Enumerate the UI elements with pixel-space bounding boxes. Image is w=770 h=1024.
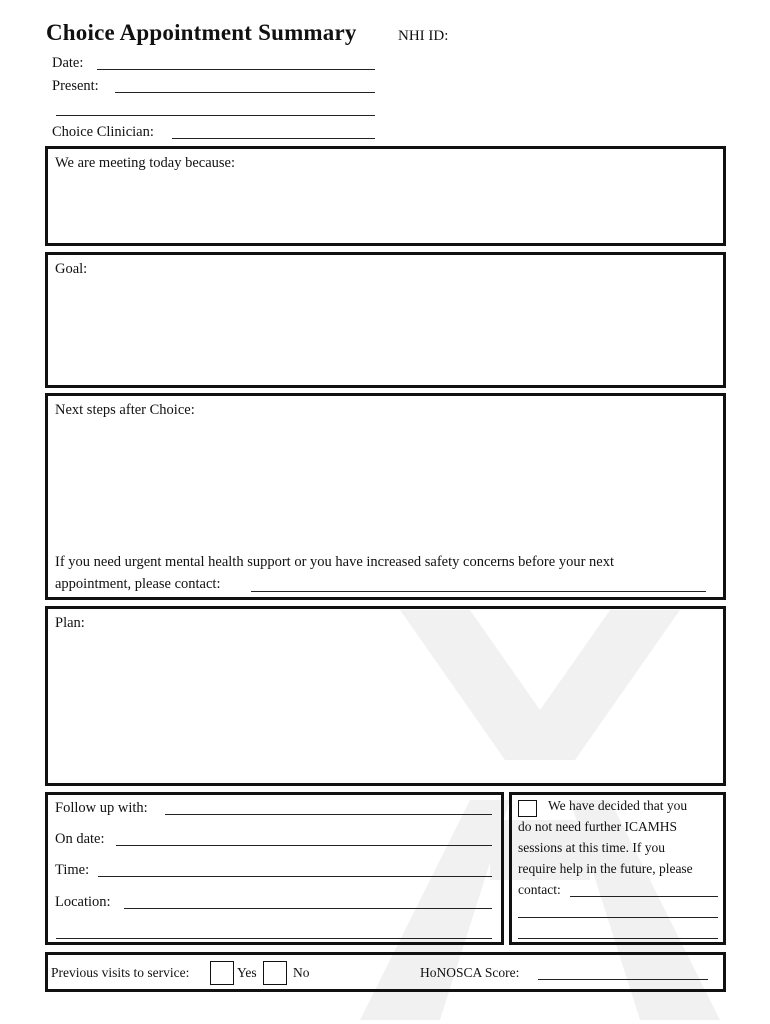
previous-visits-label: Previous visits to service: (51, 965, 190, 980)
honosca-field[interactable] (538, 979, 708, 980)
urgent-text-line1: If you need urgent mental health support or you have increased safety concerns before your next (55, 554, 614, 570)
decision-contact-field-line2[interactable] (518, 917, 718, 918)
no-checkbox[interactable] (263, 961, 287, 985)
clinician-field[interactable] (172, 138, 375, 139)
present-field[interactable] (115, 92, 375, 93)
decision-text-line2: do not need further ICAMHS (518, 819, 677, 834)
on-date-field[interactable] (116, 845, 492, 846)
plan-label: Plan: (55, 615, 85, 631)
honosca-label: HoNOSCA Score: (420, 965, 520, 980)
clinician-label: Choice Clinician: (52, 124, 154, 140)
decision-contact-field-line3[interactable] (518, 938, 718, 939)
on-date-label: On date: (55, 831, 105, 847)
decision-text-line4: require help in the future, please (518, 861, 693, 876)
yes-label: Yes (237, 965, 257, 980)
follow-up-field[interactable] (165, 814, 492, 815)
no-label: No (293, 965, 310, 980)
page-title: Choice Appointment Summary (46, 20, 357, 45)
follow-up-label: Follow up with: (55, 800, 148, 816)
location-field[interactable] (124, 908, 492, 909)
goal-box[interactable] (45, 252, 726, 388)
goal-label: Goal: (55, 261, 88, 277)
nhi-id-label: NHI ID: (398, 28, 449, 44)
reason-box[interactable] (45, 146, 726, 246)
footer-box (45, 952, 726, 992)
decision-text-line1: We have decided that you (548, 798, 688, 813)
yes-checkbox[interactable] (210, 961, 234, 985)
time-field[interactable] (98, 876, 492, 877)
time-label: Time: (55, 862, 90, 878)
location-field-line2[interactable] (56, 938, 492, 939)
decision-checkbox[interactable] (518, 800, 537, 817)
present-field-line2[interactable] (56, 115, 375, 116)
urgent-contact-field[interactable] (251, 591, 706, 592)
decision-text-line3: sessions at this time. If you (518, 840, 665, 855)
decision-box (509, 792, 726, 945)
location-label: Location: (55, 894, 111, 910)
follow-up-box (45, 792, 504, 945)
decision-text-line5: contact: (518, 882, 561, 897)
urgent-text-line2: appointment, please contact: (55, 576, 221, 592)
next-steps-label: Next steps after Choice: (55, 402, 195, 418)
next-steps-box[interactable] (45, 393, 726, 600)
date-label: Date: (52, 55, 84, 71)
date-field[interactable] (97, 69, 375, 70)
plan-box[interactable] (45, 606, 726, 786)
present-label: Present: (52, 78, 99, 94)
decision-contact-field[interactable] (570, 896, 718, 897)
reason-label: We are meeting today because: (55, 155, 235, 171)
